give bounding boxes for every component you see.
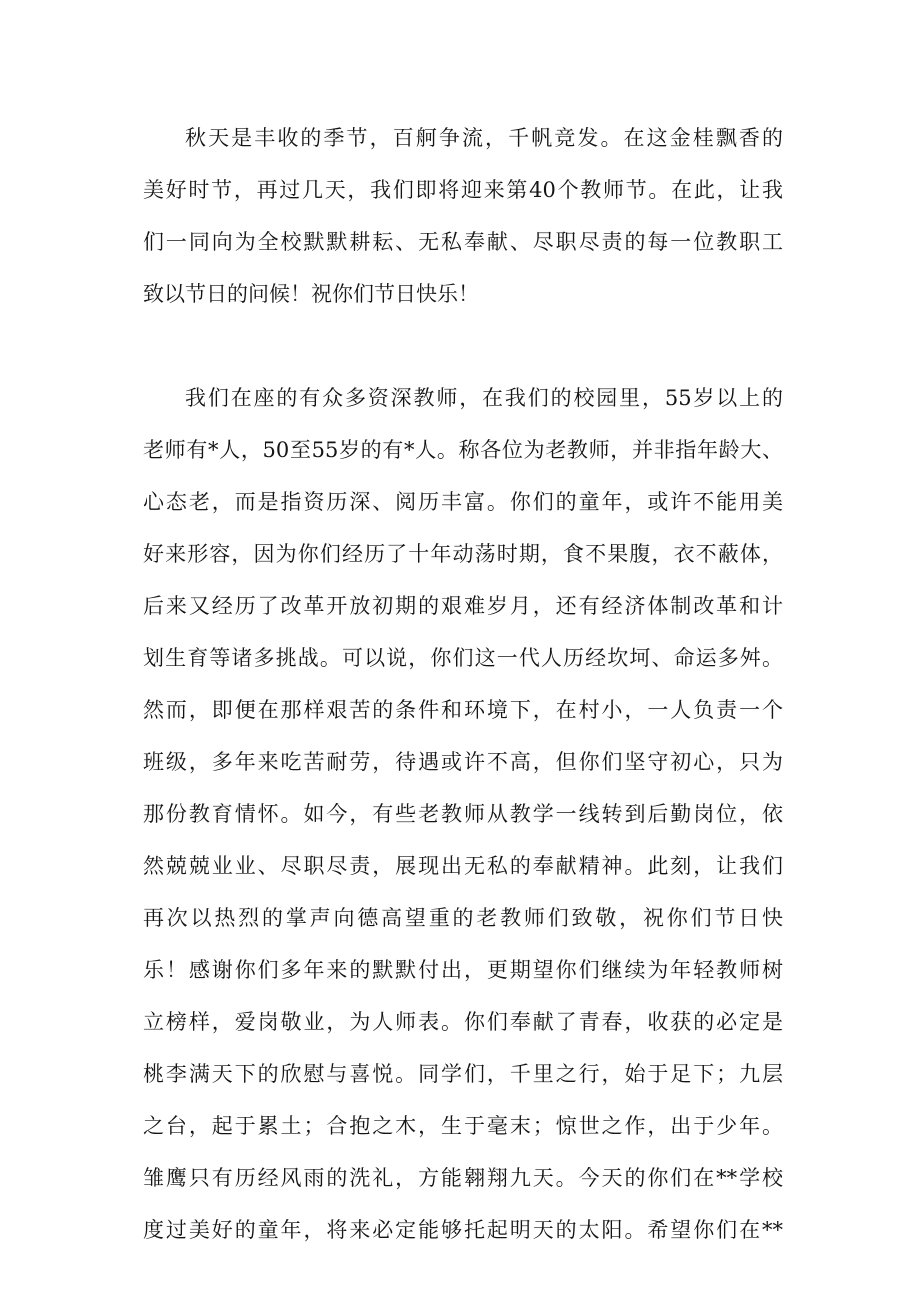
paragraph-line: 之台，起于累土；合抱之木，生于毫末；惊世之作，出于少年。 bbox=[143, 1114, 783, 1138]
paragraph-line: 立榜样，爱岗敬业，为人师表。你们奉献了青春，收获的必定是 bbox=[143, 1010, 783, 1034]
paragraph-2 bbox=[143, 372, 783, 1256]
paragraph-line: 再次以热烈的掌声向德高望重的老教师们致敬，祝你们节日快 bbox=[143, 906, 783, 930]
paragraph-line: 班级，多年来吃苦耐劳，待遇或许不高，但你们坚守初心，只为 bbox=[143, 750, 783, 774]
paragraph-line: 然而，即便在那样艰苦的条件和环境下，在村小，一人负责一个 bbox=[143, 698, 783, 722]
paragraph-line: 致以节日的问候！祝你们节日快乐！ bbox=[143, 282, 479, 306]
paragraph-line: 秋天是丰收的季节，百舸争流，千帆竞发。在这金桂飘香的 bbox=[185, 126, 783, 150]
paragraph-line: 划生育等诸多挑战。可以说，你们这一代人历经坎坷、命运多舛。 bbox=[143, 646, 783, 670]
paragraph-line: 心态老，而是指资历深、阅历丰富。你们的童年，或许不能用美 bbox=[143, 490, 783, 514]
paragraph-line: 好来形容，因为你们经历了十年动荡时期，食不果腹，衣不蔽体， bbox=[143, 542, 783, 566]
paragraph-spacer bbox=[143, 320, 783, 372]
paragraph-line: 乐！感谢你们多年来的默默付出，更期望你们继续为年轻教师树 bbox=[143, 958, 783, 982]
paragraph-line: 然兢兢业业、尽职尽责，展现出无私的奉献精神。此刻，让我们 bbox=[143, 854, 783, 878]
paragraph-line: 我们在座的有众多资深教师，在我们的校园里，55岁以上的 bbox=[185, 386, 783, 410]
paragraph-line: 美好时节，再过几天，我们即将迎来第40个教师节。在此，让我 bbox=[143, 178, 783, 202]
paragraph-line: 那份教育情怀。如今，有些老教师从教学一线转到后勤岗位，依 bbox=[143, 802, 783, 826]
paragraph-1 bbox=[143, 112, 783, 320]
document-body bbox=[143, 112, 783, 1256]
paragraph-line: 雏鹰只有历经风雨的洗礼，方能翱翔九天。今天的你们在**学校 bbox=[143, 1166, 783, 1190]
paragraph-line: 后来又经历了改革开放初期的艰难岁月，还有经济体制改革和计 bbox=[143, 594, 783, 618]
paragraph-line: 们一同向为全校默默耕耘、无私奉献、尽职尽责的每一位教职工 bbox=[143, 230, 783, 254]
paragraph-line: 老师有*人，50至55岁的有*人。称各位为老教师，并非指年龄大、 bbox=[143, 438, 783, 462]
paragraph-line: 桃李满天下的欣慰与喜悦。同学们，千里之行，始于足下；九层 bbox=[143, 1062, 783, 1086]
paragraph-line: 度过美好的童年，将来必定能够托起明天的太阳。希望你们在** bbox=[143, 1218, 783, 1242]
